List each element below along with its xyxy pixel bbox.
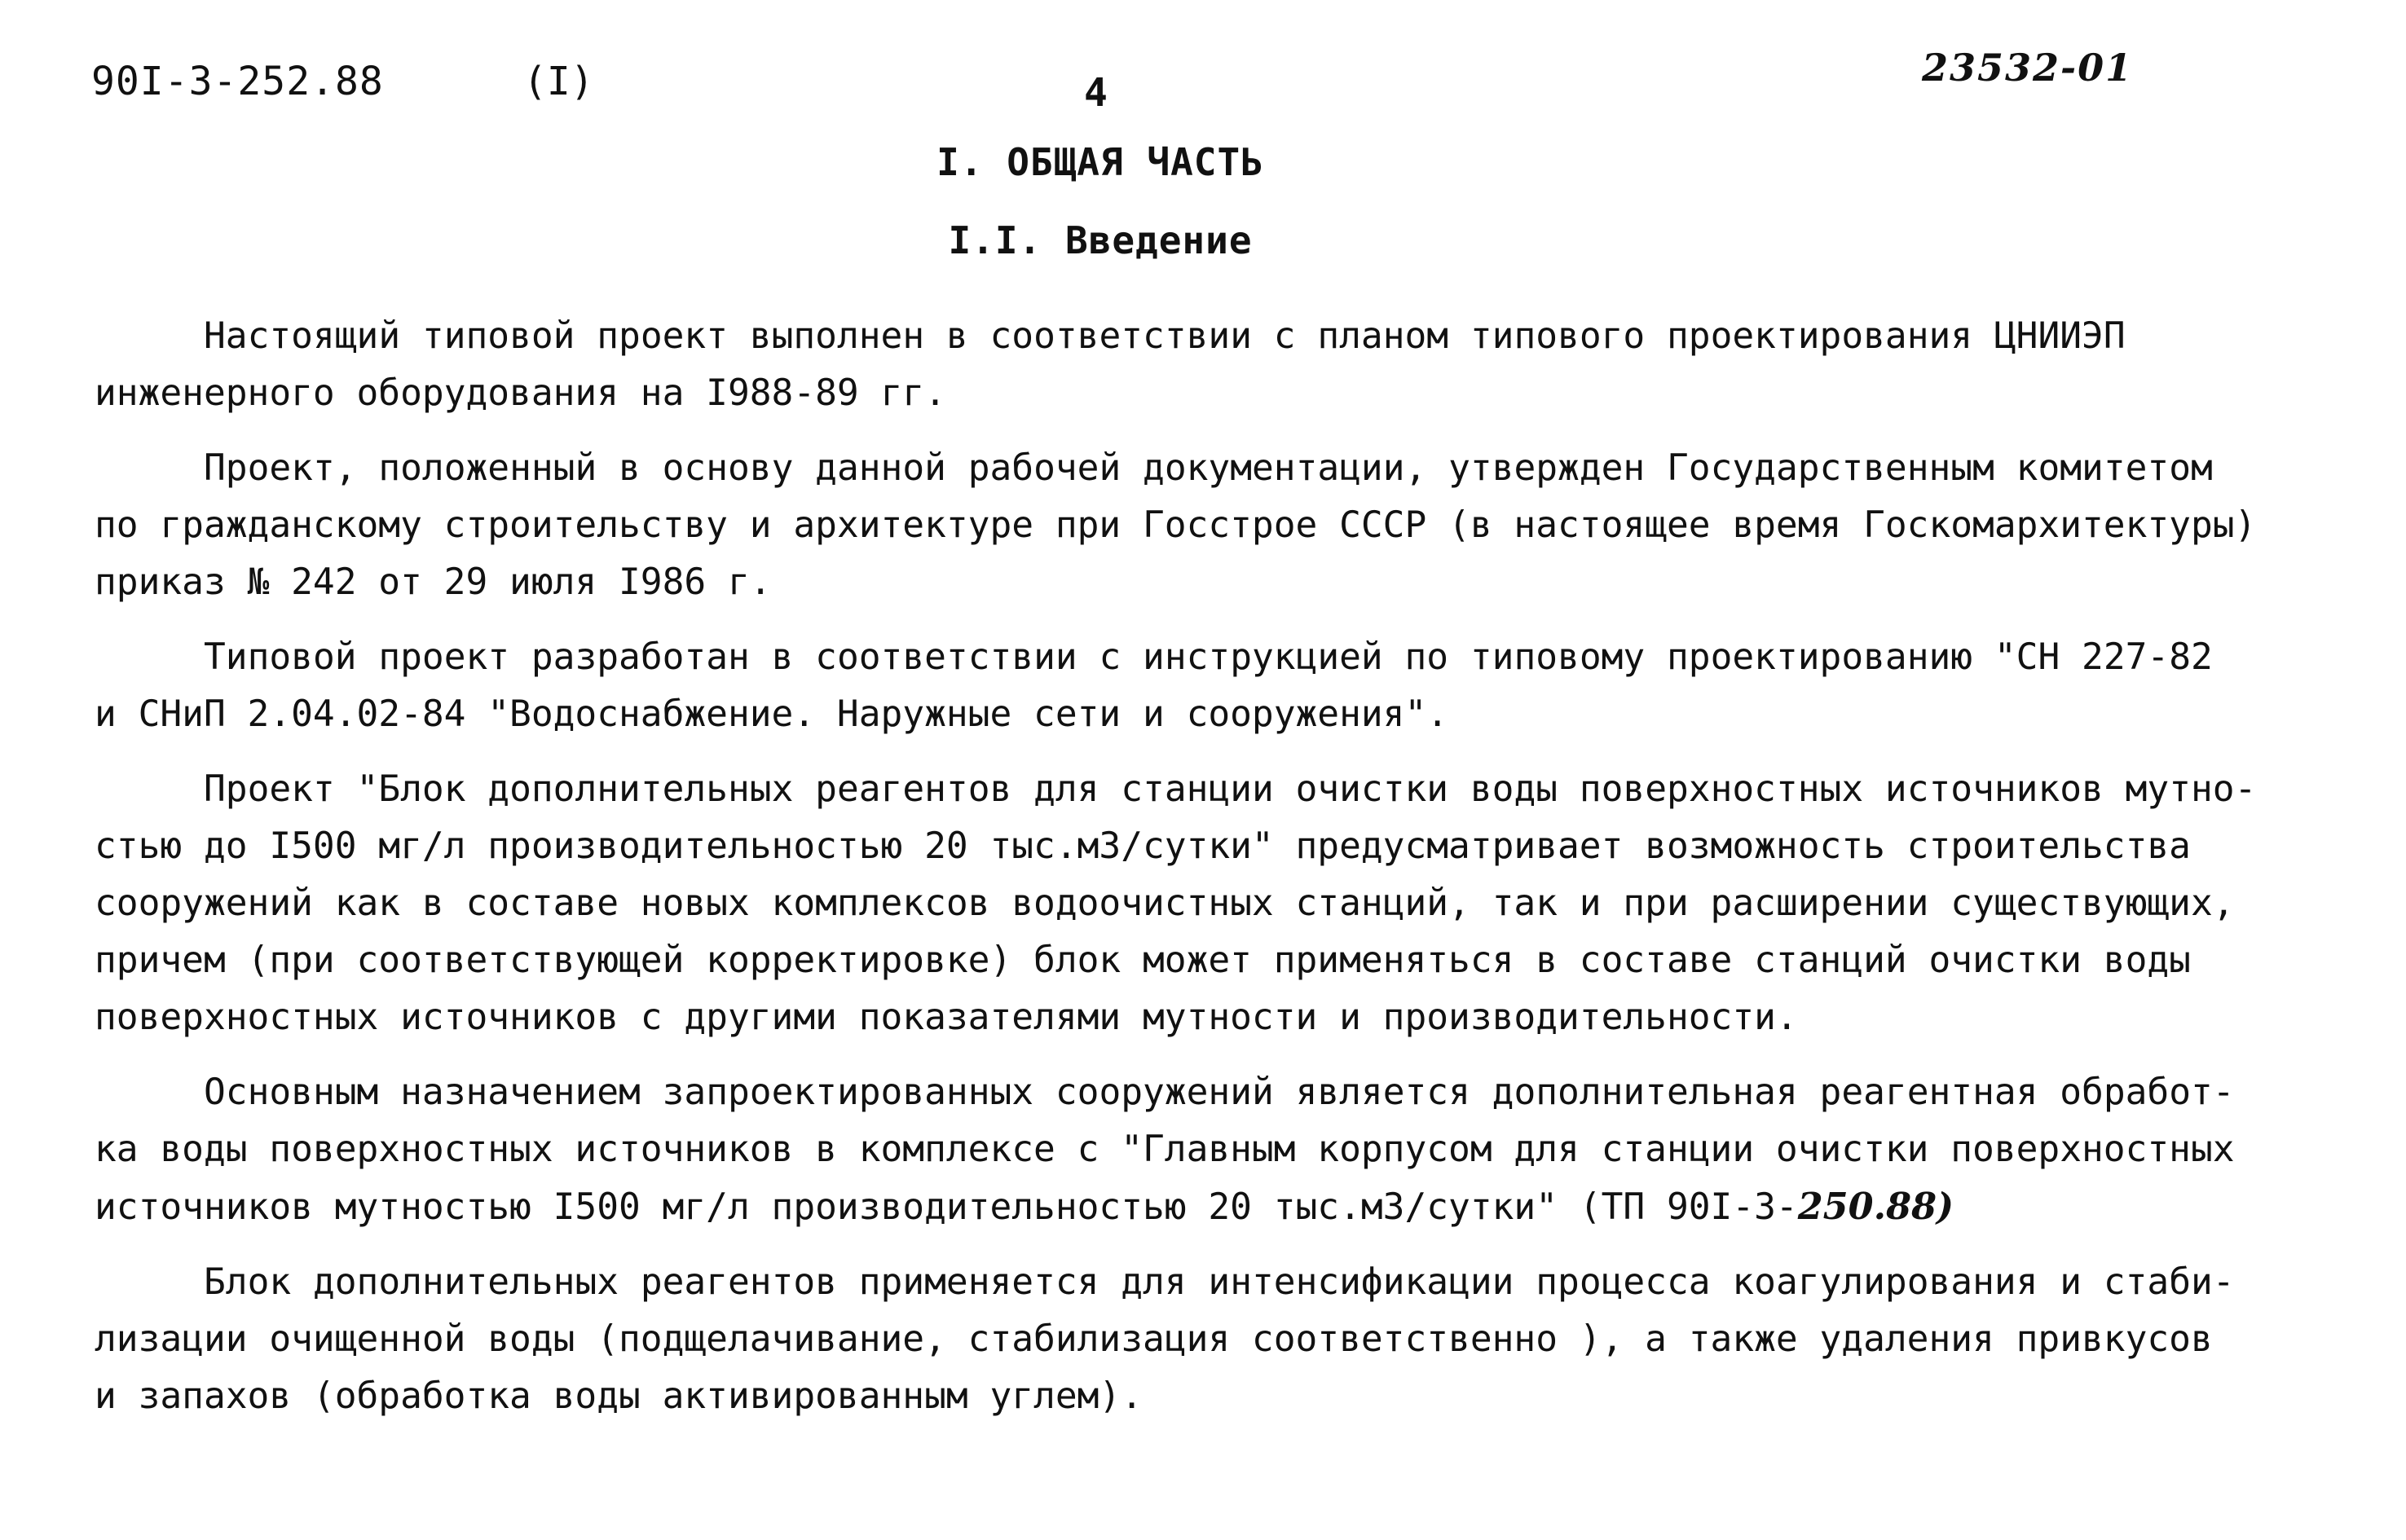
paragraph-standards: Типовой проект разработан в соответствии с инструкцией по типовому проектированию "СН 227-82 и СНиП 2.04.02-84 "Водоснабжение. Наружные сети и сооружения". [95, 636, 2213, 735]
body-text [95, 308, 2328, 1443]
paragraph-project-scope: Проект "Блок дополнительных реагентов для станции очистки воды поверхностных источников мутно- стью до I500 мг/л производительностью 20 тыс.м3/сутки" предусматривает возможность строительства сооружений как в составе новых комплексов водоочистных станций, так и при расширении существующих, причем (при соответствующей корректировке) блок может применяться в составе станций очистки воды поверхностных источников с другими показателями мутности и производительности. [95, 768, 2257, 1038]
section-title: I. ОБЩАЯ ЧАСТЬ [936, 140, 1264, 184]
paragraph-purpose-text: Основным назначением запроектированных сооружений является дополнительная реагентная обработ- ка воды поверхностных источников в комплексе с "Главным корпусом для станции очистки поверхностных источников мутностью I500 мг/л производительностью 20 тыс.м3/сутки" (ТП 90I-3- [95, 1071, 2235, 1228]
part-number: (I) [523, 59, 594, 104]
paragraph-purpose [95, 1064, 2328, 1236]
handwritten-inventory-number: 23532-01 [1922, 46, 2134, 90]
paragraph-intro: Настоящий типовой проект выполнен в соответствии с планом типового проектирования ЦНИИЭП инженерного оборудования на I988-89 гг. [95, 315, 2126, 414]
handwritten-project-number: 250.88) [1797, 1186, 1954, 1228]
subsection-title: I.I. Введение [948, 218, 1253, 262]
paragraph-approval: Проект, положенный в основу данной рабочей документации, утвержден Государственным комитетом по гражданскому строительству и архитектуре при Госстрое СССР (в настоящее время Госкомархитектуры) приказ № 242 от 29 июля I986 г. [95, 447, 2257, 603]
paragraph-application: Блок дополнительных реагентов применяется для интенсификации процесса коагулирования и стаби- лизации очищенной воды (подщелачивание, стабилизация соответственно ), а также удаления привкусов и запахов (обработка воды активированным углем). [95, 1261, 2235, 1417]
page-number: 4 [1084, 70, 1108, 116]
document-code: 90I-3-252.88 [91, 59, 384, 104]
